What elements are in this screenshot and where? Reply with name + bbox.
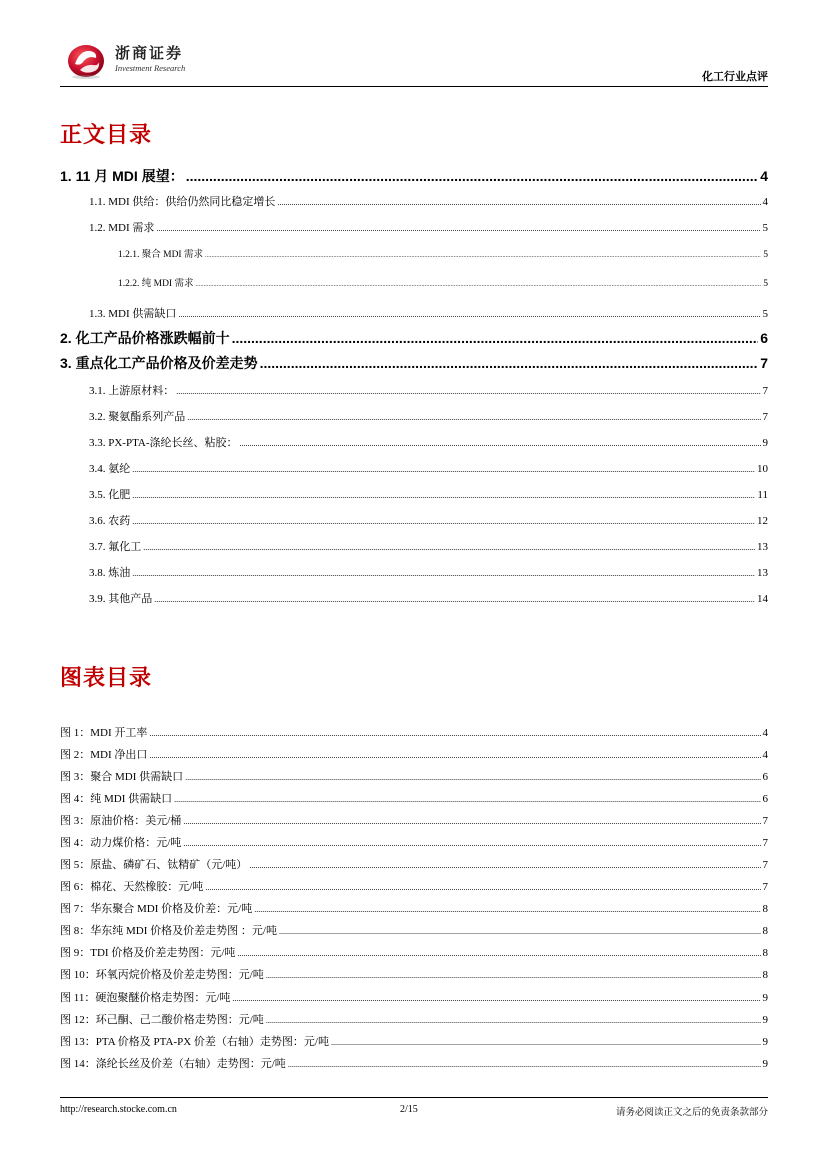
- figure-item-page: 4: [762, 727, 768, 739]
- footer-url[interactable]: http://research.stocke.com.cn: [60, 1104, 177, 1115]
- figure-item-page: 8: [762, 947, 768, 959]
- figure-item-page: 8: [762, 969, 768, 981]
- figure-leader: [266, 1016, 761, 1025]
- toc-item[interactable]: [60, 460, 768, 476]
- figure-item-page: 7: [762, 815, 768, 827]
- figure-item-page: 8: [762, 925, 768, 937]
- toc-leader: [195, 281, 761, 288]
- toc-item-label: 1.3. MDI 供需缺口: [89, 308, 177, 320]
- toc-leader: [132, 569, 755, 578]
- toc-item[interactable]: [60, 166, 768, 186]
- figure-item-page: 7: [762, 837, 768, 849]
- figure-list-title: 图表目录: [60, 666, 153, 691]
- toc-item-label: 3.1. 上游原材料：: [89, 385, 175, 397]
- toc-item-page: 4: [760, 168, 768, 184]
- figure-item-label: 图 3：原油价格：美元/桶: [60, 815, 182, 827]
- figure-leader: [149, 751, 760, 760]
- figure-item-page: 6: [762, 793, 768, 805]
- figure-item-page: 9: [762, 1058, 768, 1070]
- figure-item-label: 图 12：环己酮、己二酸价格走势图：元/吨: [60, 1014, 264, 1026]
- footer-divider: [60, 1097, 768, 1098]
- footer-disclaimer: 请务必阅读正文之后的免责条款部分: [615, 1107, 768, 1118]
- figure-item[interactable]: [60, 1011, 768, 1027]
- toc-item-label: 1.1. MDI 供给：供给仍然同比稳定增长: [89, 196, 276, 208]
- figure-item[interactable]: [60, 724, 768, 740]
- figure-leader: [232, 994, 760, 1003]
- toc-leader: [205, 252, 761, 259]
- toc-item-page: 5: [763, 279, 768, 289]
- toc-item-page: 9: [762, 437, 768, 449]
- toc-leader: [260, 355, 759, 371]
- toc-item-label: 1. 11 月 MDI 展望：: [60, 168, 184, 184]
- toc-item[interactable]: [60, 193, 768, 209]
- figure-item-label: 图 11：硬泡聚醚价格走势图：元/吨: [60, 992, 231, 1004]
- figure-leader: [183, 839, 760, 848]
- zheshang-logo-icon: [66, 40, 106, 80]
- brand-subtitle: Investment Research: [115, 63, 186, 73]
- toc-leader: [186, 168, 759, 184]
- toc-item[interactable]: [60, 328, 768, 348]
- figure-item-label: 图 8：华东纯 MDI 价格及价差走势图 ：元/吨: [60, 925, 277, 937]
- toc-title: 正文目录: [60, 123, 153, 148]
- toc-item-label: 3.6. 农药: [89, 515, 131, 527]
- toc-item-label: 1.2.1. 聚合 MDI 需求: [118, 250, 203, 260]
- figure-item-label: 图 5：原盐、磷矿石、钛精矿（元/吨）: [60, 859, 248, 871]
- figure-leader: [185, 773, 760, 782]
- toc-leader: [143, 543, 755, 552]
- toc-leader: [154, 595, 755, 604]
- toc-item[interactable]: [60, 408, 768, 424]
- figure-item-page: 8: [762, 903, 768, 915]
- footer-page-number: 2/15: [400, 1104, 418, 1115]
- toc-item-label: 1.2.2. 纯 MDI 需求: [118, 279, 194, 289]
- toc-item[interactable]: [60, 305, 768, 321]
- figure-leader: [288, 1060, 761, 1069]
- toc-leader: [277, 198, 760, 207]
- toc-item-label: 3.5. 化肥: [89, 489, 131, 501]
- figure-item-page: 9: [762, 1036, 768, 1048]
- figure-item-label: 图 2：MDI 净出口: [60, 749, 148, 761]
- page-header: [60, 38, 768, 88]
- toc-item[interactable]: [60, 219, 768, 235]
- toc-item-page: 5: [762, 308, 768, 320]
- toc-item[interactable]: [60, 564, 768, 580]
- figure-item[interactable]: [60, 856, 768, 872]
- header-divider: [60, 86, 768, 87]
- toc-item-label: 3.8. 炼油: [89, 567, 131, 579]
- toc-item[interactable]: [60, 434, 768, 450]
- toc-item-page: 7: [762, 385, 768, 397]
- figure-item-label: 图 3：聚合 MDI 供需缺口: [60, 771, 184, 783]
- figure-item[interactable]: [60, 834, 768, 850]
- figure-item-page: 9: [762, 1014, 768, 1026]
- figure-item[interactable]: [60, 768, 768, 784]
- figure-item-page: 7: [762, 881, 768, 893]
- report-type: 化工行业点评: [702, 70, 768, 83]
- toc-leader: [240, 439, 761, 448]
- figure-leader: [237, 949, 760, 958]
- toc-item-page: 14: [757, 593, 768, 605]
- toc-item-label: 3.3. PX-PTA-涤纶长丝、粘胶：: [89, 437, 238, 449]
- toc-item-label: 3.4. 氨纶: [89, 463, 131, 475]
- figure-leader: [266, 971, 761, 980]
- figure-item-page: 4: [762, 749, 768, 761]
- toc-item[interactable]: [60, 538, 768, 554]
- figure-item[interactable]: [60, 900, 768, 916]
- figure-leader: [254, 905, 760, 914]
- figure-item-page: 6: [762, 771, 768, 783]
- figure-item-label: 图 7：华东聚合 MDI 价格及价差：元/吨: [60, 903, 253, 915]
- figure-item[interactable]: [60, 922, 768, 938]
- toc-item-label: 3.9. 其他产品: [89, 593, 153, 605]
- figure-leader: [183, 817, 760, 826]
- toc-item[interactable]: [60, 275, 768, 289]
- figure-item-label: 图 13：PTA 价格及 PTA-PX 价差（右轴）走势图：元/吨: [60, 1036, 329, 1048]
- figure-item-label: 图 9：TDI 价格及价差走势图：元/吨: [60, 947, 236, 959]
- figure-item-label: 图 1：MDI 开工率: [60, 727, 148, 739]
- toc-item-page: 12: [757, 515, 768, 527]
- toc-leader: [187, 413, 760, 422]
- toc-item-page: 11: [757, 489, 768, 501]
- figure-leader: [174, 795, 760, 804]
- figure-leader: [205, 883, 760, 892]
- toc-item-page: 13: [757, 541, 768, 553]
- toc-leader: [232, 330, 759, 346]
- toc-item[interactable]: [60, 486, 768, 502]
- toc-item-label: 3. 重点化工产品价格及价差走势: [60, 355, 258, 371]
- figure-item[interactable]: [60, 989, 768, 1005]
- figure-item-page: 7: [762, 859, 768, 871]
- figure-item[interactable]: [60, 1033, 768, 1049]
- brand-name: 浙商证券: [115, 44, 184, 62]
- toc-leader: [156, 224, 760, 233]
- toc-item[interactable]: [60, 246, 768, 260]
- toc-item-page: 5: [763, 250, 768, 260]
- figure-item[interactable]: [60, 790, 768, 806]
- toc-item-label: 2. 化工产品价格涨跌幅前十: [60, 330, 230, 346]
- figure-leader: [279, 927, 761, 936]
- figure-item[interactable]: [60, 966, 768, 982]
- toc-item-page: 13: [757, 567, 768, 579]
- toc-leader: [178, 310, 760, 319]
- toc-item-page: 6: [760, 330, 768, 346]
- toc-leader: [132, 491, 755, 500]
- toc-item[interactable]: [60, 353, 768, 373]
- figure-item[interactable]: [60, 812, 768, 828]
- figure-leader: [249, 861, 760, 870]
- toc-leader: [132, 465, 755, 474]
- toc-item-page: 7: [762, 411, 768, 423]
- toc-item-label: 1.2. MDI 需求: [89, 222, 155, 234]
- toc-item[interactable]: [60, 512, 768, 528]
- toc-item-label: 3.2. 聚氨酯系列产品: [89, 411, 186, 423]
- figure-item-label: 图 6：棉花、天然橡胶：元/吨: [60, 881, 204, 893]
- figure-leader: [149, 729, 760, 738]
- figure-item-label: 图 4：动力煤价格：元/吨: [60, 837, 182, 849]
- toc-item[interactable]: [60, 590, 768, 606]
- toc-item-page: 10: [757, 463, 768, 475]
- toc-item[interactable]: [60, 382, 768, 398]
- toc-item-page: 7: [760, 355, 768, 371]
- toc-item-label: 3.7. 氟化工: [89, 541, 142, 553]
- toc-leader: [176, 387, 760, 396]
- figure-item-label: 图 10：环氧丙烷价格及价差走势图：元/吨: [60, 969, 264, 981]
- figure-item[interactable]: [60, 878, 768, 894]
- toc-item-page: 4: [762, 196, 768, 208]
- figure-item[interactable]: [60, 944, 768, 960]
- figure-item-page: 9: [762, 992, 768, 1004]
- figure-leader: [331, 1038, 761, 1047]
- figure-item-label: 图 14：涤纶长丝及价差（右轴）走势图：元/吨: [60, 1058, 286, 1070]
- figure-item[interactable]: [60, 746, 768, 762]
- figure-item[interactable]: [60, 1055, 768, 1071]
- toc-leader: [132, 517, 755, 526]
- figure-item-label: 图 4：纯 MDI 供需缺口: [60, 793, 173, 805]
- toc-item-page: 5: [762, 222, 768, 234]
